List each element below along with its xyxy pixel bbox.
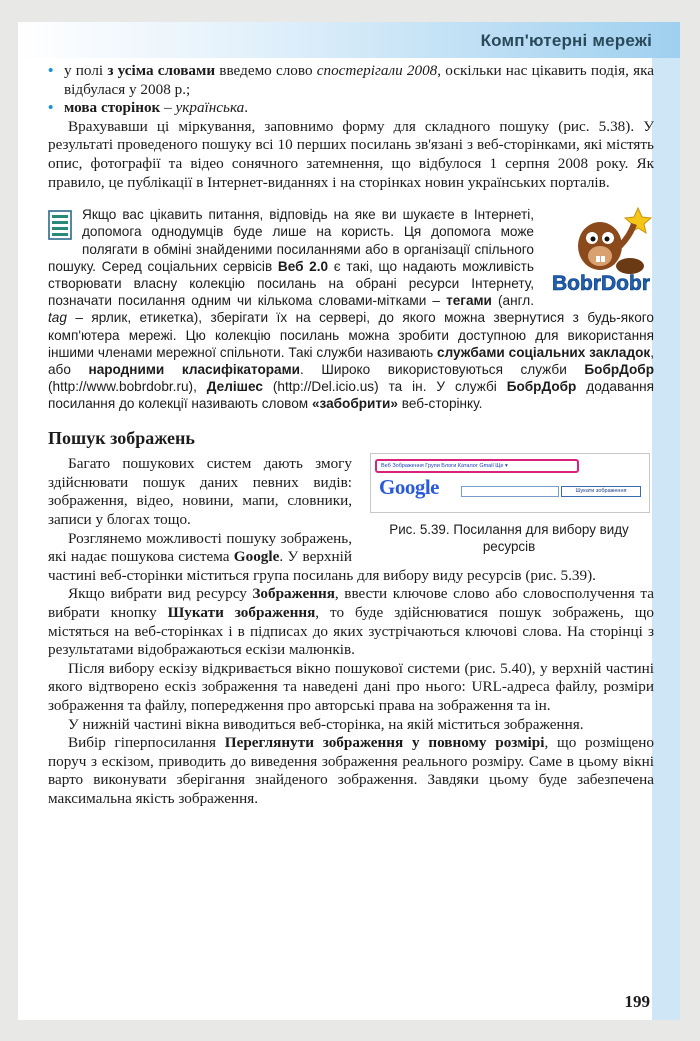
bullet-item: • у полі з усіма словами введемо слово спостерігали 2008, оскільки нас цікавить подія, яка відбулася у 2008 р.; <box>48 62 654 98</box>
section-title: Комп'ютерні мережі <box>480 31 652 50</box>
page-number: 199 <box>624 992 650 1011</box>
page-content <box>48 62 654 808</box>
side-color-strip <box>652 22 680 1020</box>
bullet-dot: • <box>48 62 54 79</box>
info-note <box>48 206 654 412</box>
search-input <box>461 486 559 497</box>
paragraph: Вибір гіперпосилання Переглянути зображення у повному розмірі, що розміщено поруч з ескізом, приводить до виведення зображення реального розміру. Саме в цьому вікні варто виконувати зберігання знайденого зображення. Завдяки цьому буде забезпечена максимальна якість зображення. <box>48 734 655 807</box>
paragraph: У нижній частині вікна виводиться веб-сторінка, на якій міститься зображення. <box>68 715 584 733</box>
textbook-page <box>18 22 680 1020</box>
paragraph: Після вибору ескізу відкривається вікно пошукової системи (рис. 5.40), у верхній частині якого відтворено ескіз зображення та наведені дані про нього: URL-адреса файлу, розміри зображення та файлу, попередження про авторські права на зображення та ін. <box>48 659 654 714</box>
search-images-button: Шукати зображення <box>561 486 641 497</box>
resource-links-bar: Веб Зображення Групи Блоги Каталог Gmail Ще ▾ <box>375 459 579 473</box>
bobrdobr-logo-text: BobrDobr <box>552 272 650 295</box>
figure-5-39 <box>364 453 654 555</box>
image-search-section <box>48 429 654 809</box>
page-header <box>18 22 680 58</box>
figure-caption: Рис. 5.39. Посилання для вибору виду ресурсів <box>389 522 629 555</box>
book-icon <box>48 209 72 241</box>
bullet-dot: • <box>48 99 54 117</box>
paragraph: Розглянемо можливості пошуку зображень, які надає пошукова система Google. У верхній частині веб-сторінки міститься група посилань для вибору виду ресурсів (рис. 5.39). <box>48 529 596 584</box>
paragraph: Врахувавши ці міркування, заповнимо форму для складного пошуку (рис. 5.38). У результаті проведеного пошуку всі 10 перших посилань зв'язані з веб-сторінками, які містять опис, фотографії та відео сонячного затемнення, що відбулося 1 серпня 2008 року. Як правило, це публікації в Інтернет-виданнях і на сторінках новин українських порталів. <box>48 117 654 191</box>
bullet-item: • мова сторінок – українська. <box>48 99 249 117</box>
note-text: Якщо вас цікавить питання, відповідь на яке ви шукаєте в Інтернеті, допомога однодумців буде лише на користь. Ця допомога може полягати в обміні знайденими посиланнями або в організації спільного пошуку. Серед соціальних сервісів Веб 2.0 є такі, що надають можливість створювати власну колекцію посилань на обрані ресурси Інтернету, позначати посилання одним чи кількома словами-мітками – тегами (англ. tag – ярлик, етикетка), зберігати їх на сервері, до якого можна звернутися з будь-якого комп'ютера мережі. Цю колекцію посилань можна зробити доступною для використання іншими членами мережної спільноти. Такі служби називають службами соціальних закладок, або народними класифікаторами. Широко використовуються служби БобрДобр (http://www.bobrdobr.ru), Делішес (http://Del.icio.us) та ін. У службі БобрДобр додавання посилання до колекції називають словом «забобрити» веб-сторінку. <box>48 207 655 412</box>
google-logo: Google <box>379 475 439 500</box>
google-screenshot <box>370 453 650 513</box>
bobrdobr-mascot <box>542 206 660 294</box>
paragraph: Якщо вибрати вид ресурсу Зображення, ввести ключове слово або словосполучення та вибрати кнопку Шукати зображення, то буде здійснюватися пошук зображень, що містяться на веб-сторінках і в підписах до яких зустрічаються ключові слова. На сторінці з результатами відображаються ескізи малюнків. <box>48 585 655 659</box>
section-heading: Пошук зображень <box>48 427 195 448</box>
paragraph: Багато пошукових систем дають змогу здійснювати пошук даних певних видів: зображення, відео, новини, мапи, словники, записи у блогах тощо. <box>48 455 352 528</box>
